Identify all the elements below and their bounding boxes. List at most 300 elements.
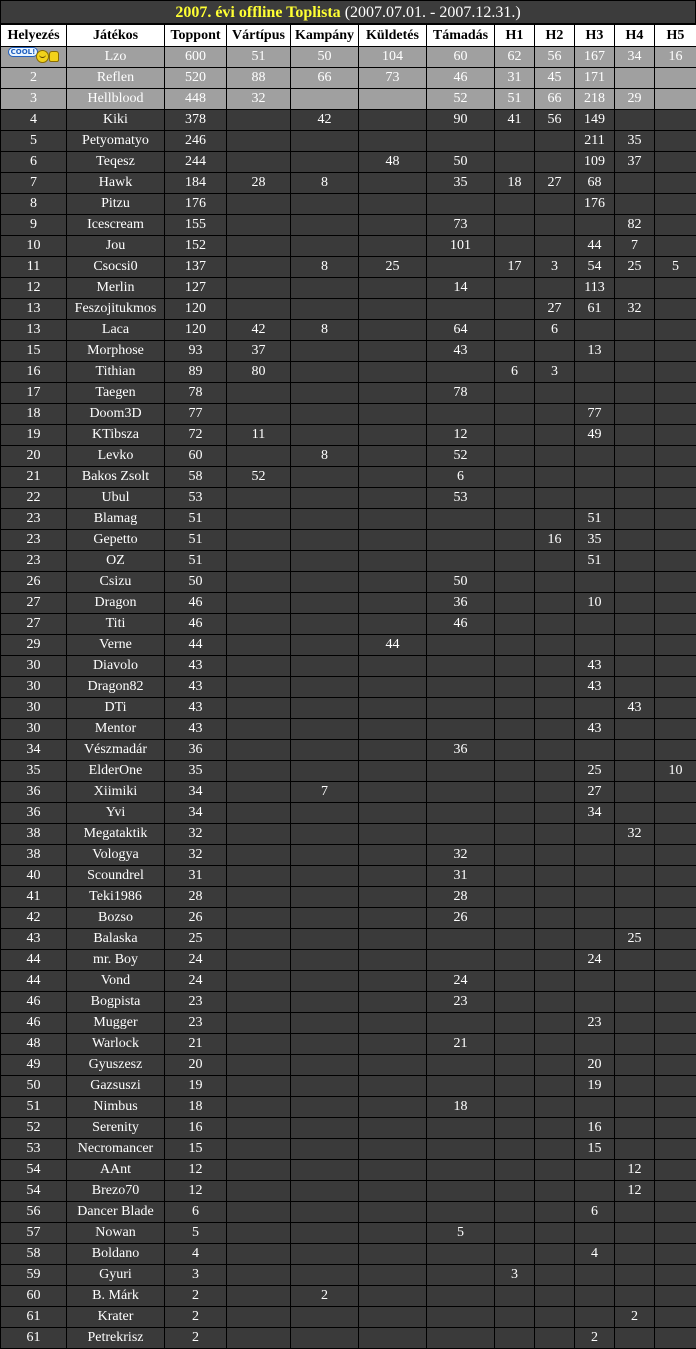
cell-h4: [615, 425, 655, 446]
col-header-campaign: Kampány: [291, 25, 359, 47]
cell-h4: [615, 1286, 655, 1307]
table-row: [1, 656, 696, 677]
cell-toppoints: 21: [165, 1034, 227, 1055]
cell-campaign: 8: [291, 257, 359, 278]
cell-h2: [535, 866, 575, 887]
cell-player: Krater: [67, 1307, 165, 1328]
cell-toppoints: 120: [165, 320, 227, 341]
cell-campaign: [291, 614, 359, 635]
cell-campaign: [291, 551, 359, 572]
cell-castle-type: 32: [227, 89, 291, 110]
cell-h4: [615, 908, 655, 929]
cell-toppoints: 2: [165, 1307, 227, 1328]
cell-toppoints: 120: [165, 299, 227, 320]
cell-attack: 60: [427, 47, 495, 68]
cell-player: mr. Boy: [67, 950, 165, 971]
cell-player: Verne: [67, 635, 165, 656]
cell-h2: [535, 383, 575, 404]
cell-castle-type: [227, 971, 291, 992]
cell-h3: [575, 971, 615, 992]
cell-mission: [359, 215, 427, 236]
cell-h5: [655, 1160, 696, 1181]
cell-h5: [655, 929, 696, 950]
cell-h3: [575, 1265, 615, 1286]
cell-toppoints: 34: [165, 782, 227, 803]
cell-h1: [495, 1013, 535, 1034]
cell-rank: 44: [1, 950, 67, 971]
cell-h4: [615, 572, 655, 593]
cell-h5: [655, 215, 696, 236]
cell-mission: 44: [359, 635, 427, 656]
cell-rank: 54: [1, 1160, 67, 1181]
table-row: [1, 572, 696, 593]
cell-h2: [535, 1202, 575, 1223]
cell-rank: 19: [1, 425, 67, 446]
cell-h3: 19: [575, 1076, 615, 1097]
cell-castle-type: [227, 761, 291, 782]
cell-toppoints: 25: [165, 929, 227, 950]
cell-player: Gyuszesz: [67, 1055, 165, 1076]
cell-attack: [427, 761, 495, 782]
cell-h3: 109: [575, 152, 615, 173]
cell-h3: 24: [575, 950, 615, 971]
cell-h3: 43: [575, 677, 615, 698]
cell-campaign: [291, 866, 359, 887]
cell-player: Gyuri: [67, 1265, 165, 1286]
cell-h3: [575, 1034, 615, 1055]
cell-mission: [359, 320, 427, 341]
cell-h2: [535, 509, 575, 530]
cell-h2: [535, 1160, 575, 1181]
cell-player: Nowan: [67, 1223, 165, 1244]
cell-player: Megataktik: [67, 824, 165, 845]
cell-campaign: [291, 1160, 359, 1181]
cell-h1: [495, 1286, 535, 1307]
cell-mission: [359, 1265, 427, 1286]
table-row: [1, 404, 696, 425]
cell-h3: [575, 1307, 615, 1328]
cell-rank: 42: [1, 908, 67, 929]
cell-h1: [495, 551, 535, 572]
cell-campaign: [291, 1307, 359, 1328]
cell-h5: [655, 89, 696, 110]
cell-h1: [495, 1307, 535, 1328]
cell-h5: [655, 887, 696, 908]
cell-h2: [535, 677, 575, 698]
cell-h3: 34: [575, 803, 615, 824]
cell-attack: 24: [427, 971, 495, 992]
cell-attack: 23: [427, 992, 495, 1013]
cell-campaign: [291, 698, 359, 719]
cell-rank: 12: [1, 278, 67, 299]
table-row: [1, 362, 696, 383]
cell-rank: 18: [1, 404, 67, 425]
cell-rank: 22: [1, 488, 67, 509]
cell-attack: 32: [427, 845, 495, 866]
col-header-castle-type: Vártípus: [227, 25, 291, 47]
cell-h3: 23: [575, 1013, 615, 1034]
cell-mission: [359, 887, 427, 908]
cell-campaign: [291, 719, 359, 740]
cell-h4: [615, 173, 655, 194]
cell-mission: [359, 593, 427, 614]
cell-campaign: [291, 992, 359, 1013]
cell-player: Necromancer: [67, 1139, 165, 1160]
cell-campaign: [291, 131, 359, 152]
cell-h4: [615, 761, 655, 782]
cell-h1: [495, 1181, 535, 1202]
cell-h5: [655, 635, 696, 656]
cell-mission: [359, 950, 427, 971]
cell-h3: [575, 1286, 615, 1307]
cell-h2: [535, 488, 575, 509]
cell-h3: [575, 572, 615, 593]
col-header-attack: Támadás: [427, 25, 495, 47]
cell-mission: [359, 551, 427, 572]
table-row: [1, 719, 696, 740]
cell-h5: [655, 1118, 696, 1139]
cell-campaign: [291, 299, 359, 320]
cell-h1: [495, 215, 535, 236]
cell-h3: [575, 320, 615, 341]
cell-mission: 25: [359, 257, 427, 278]
table-row: [1, 782, 696, 803]
cell-h2: [535, 698, 575, 719]
cell-h4: [615, 530, 655, 551]
cell-campaign: [291, 362, 359, 383]
cell-attack: 64: [427, 320, 495, 341]
cell-h1: [495, 1202, 535, 1223]
cell-attack: [427, 509, 495, 530]
cell-h5: [655, 908, 696, 929]
cell-h4: [615, 992, 655, 1013]
cell-rank: 38: [1, 845, 67, 866]
table-row: [1, 1307, 696, 1328]
cell-castle-type: [227, 530, 291, 551]
cell-h2: [535, 908, 575, 929]
table-row: [1, 320, 696, 341]
cell-mission: [359, 1244, 427, 1265]
cell-rank: 61: [1, 1328, 67, 1349]
cell-rank: 20: [1, 446, 67, 467]
cell-h1: [495, 236, 535, 257]
cell-rank: 50: [1, 1076, 67, 1097]
cell-toppoints: 5: [165, 1223, 227, 1244]
cell-h1: [495, 341, 535, 362]
cell-castle-type: [227, 950, 291, 971]
cell-h3: 25: [575, 761, 615, 782]
cell-h1: [495, 1055, 535, 1076]
cell-h1: [495, 593, 535, 614]
cell-castle-type: 37: [227, 341, 291, 362]
cell-h1: [495, 1160, 535, 1181]
cell-mission: [359, 1223, 427, 1244]
cell-h4: 12: [615, 1181, 655, 1202]
cell-toppoints: 43: [165, 656, 227, 677]
cell-attack: [427, 404, 495, 425]
cell-attack: 31: [427, 866, 495, 887]
cell-player: Gepetto: [67, 530, 165, 551]
cell-h5: 10: [655, 761, 696, 782]
cell-h1: [495, 530, 535, 551]
col-header-toppoints: Toppont: [165, 25, 227, 47]
cell-mission: [359, 362, 427, 383]
cell-toppoints: 35: [165, 761, 227, 782]
cell-rank: 36: [1, 782, 67, 803]
cell-mission: [359, 1013, 427, 1034]
cell-rank: 16: [1, 362, 67, 383]
cell-h1: [495, 299, 535, 320]
cell-h5: [655, 467, 696, 488]
cell-attack: 101: [427, 236, 495, 257]
col-header-mission: Küldetés: [359, 25, 427, 47]
cell-h2: [535, 971, 575, 992]
cell-h5: [655, 152, 696, 173]
cell-h5: [655, 299, 696, 320]
cell-campaign: [291, 1223, 359, 1244]
cell-castle-type: [227, 1034, 291, 1055]
cell-h5: [655, 824, 696, 845]
cell-rank: 57: [1, 1223, 67, 1244]
cell-campaign: [291, 530, 359, 551]
cell-h2: [535, 593, 575, 614]
cell-h3: 176: [575, 194, 615, 215]
header-row: [1, 25, 696, 47]
cell-attack: 18: [427, 1097, 495, 1118]
table-row: [1, 887, 696, 908]
cell-h4: [615, 656, 655, 677]
cell-h1: [495, 383, 535, 404]
cell-attack: 43: [427, 341, 495, 362]
cell-campaign: [291, 383, 359, 404]
cell-attack: [427, 530, 495, 551]
cell-h2: [535, 131, 575, 152]
cell-attack: 28: [427, 887, 495, 908]
cell-attack: 36: [427, 740, 495, 761]
cell-castle-type: [227, 1097, 291, 1118]
cell-h3: 77: [575, 404, 615, 425]
table-row: [1, 236, 696, 257]
cell-h5: [655, 803, 696, 824]
cell-castle-type: [227, 803, 291, 824]
cell-h3: [575, 908, 615, 929]
cell-castle-type: [227, 908, 291, 929]
cell-h3: 15: [575, 1139, 615, 1160]
cell-h1: [495, 677, 535, 698]
cell-castle-type: [227, 635, 291, 656]
table-row: [1, 446, 696, 467]
table-row: [1, 1244, 696, 1265]
cell-attack: [427, 1265, 495, 1286]
cell-player: Gazsuszi: [67, 1076, 165, 1097]
cell-h1: [495, 824, 535, 845]
cell-h1: [495, 488, 535, 509]
cell-h2: 3: [535, 362, 575, 383]
cell-mission: [359, 971, 427, 992]
table-row: [1, 425, 696, 446]
cell-mission: 48: [359, 152, 427, 173]
cell-h5: [655, 971, 696, 992]
cell-castle-type: [227, 236, 291, 257]
cell-h4: [615, 1244, 655, 1265]
cell-h1: [495, 1034, 535, 1055]
cell-h2: 56: [535, 110, 575, 131]
cell-toppoints: 18: [165, 1097, 227, 1118]
cell-h1: [495, 698, 535, 719]
cell-campaign: [291, 278, 359, 299]
cell-attack: [427, 719, 495, 740]
cell-rank: 13: [1, 320, 67, 341]
cell-castle-type: [227, 509, 291, 530]
cell-campaign: [291, 1139, 359, 1160]
table-row: [1, 89, 696, 110]
table-row: [1, 824, 696, 845]
cell-player: Serenity: [67, 1118, 165, 1139]
cell-mission: [359, 1034, 427, 1055]
cell-mission: [359, 929, 427, 950]
table-row: [1, 740, 696, 761]
cell-h1: [495, 1097, 535, 1118]
cell-rank: 40: [1, 866, 67, 887]
cell-player: Dancer Blade: [67, 1202, 165, 1223]
cell-castle-type: [227, 194, 291, 215]
cell-attack: [427, 1202, 495, 1223]
cell-toppoints: 4: [165, 1244, 227, 1265]
cell-h4: [615, 950, 655, 971]
table-row: [1, 1286, 696, 1307]
cell-rank: [1, 47, 67, 68]
cell-toppoints: 60: [165, 446, 227, 467]
cell-rank: 29: [1, 635, 67, 656]
cell-h3: 43: [575, 719, 615, 740]
cell-attack: [427, 1013, 495, 1034]
cell-toppoints: 20: [165, 1055, 227, 1076]
cell-toppoints: 19: [165, 1076, 227, 1097]
cell-h3: 171: [575, 68, 615, 89]
cell-rank: 48: [1, 1034, 67, 1055]
cell-h1: [495, 635, 535, 656]
cell-toppoints: 43: [165, 677, 227, 698]
toplist-title-main: 2007. évi offline Toplista: [175, 4, 341, 21]
cell-h3: 149: [575, 110, 615, 131]
cell-h2: [535, 782, 575, 803]
cell-player: Kiki: [67, 110, 165, 131]
cell-mission: [359, 1202, 427, 1223]
cell-castle-type: [227, 1013, 291, 1034]
col-header-h2: H2: [535, 25, 575, 47]
cell-h4: 7: [615, 236, 655, 257]
cell-h4: 35: [615, 131, 655, 152]
cell-h1: [495, 1118, 535, 1139]
cell-h5: [655, 1139, 696, 1160]
cell-h2: [535, 1286, 575, 1307]
cell-castle-type: [227, 593, 291, 614]
cell-mission: [359, 1160, 427, 1181]
cell-h5: [655, 488, 696, 509]
table-row: [1, 1013, 696, 1034]
cell-rank: 59: [1, 1265, 67, 1286]
table-row: [1, 845, 696, 866]
cell-castle-type: [227, 824, 291, 845]
table-row: [1, 593, 696, 614]
cell-toppoints: 2: [165, 1328, 227, 1349]
cell-player: Feszojitukmos: [67, 299, 165, 320]
cell-h1: [495, 887, 535, 908]
cell-h2: [535, 278, 575, 299]
cell-h3: 51: [575, 509, 615, 530]
cell-castle-type: [227, 257, 291, 278]
table-row: [1, 47, 696, 68]
cell-h2: [535, 1076, 575, 1097]
cell-toppoints: 28: [165, 887, 227, 908]
cell-rank: 61: [1, 1307, 67, 1328]
cell-h1: 41: [495, 110, 535, 131]
cell-castle-type: 52: [227, 467, 291, 488]
cell-campaign: [291, 845, 359, 866]
cell-attack: 50: [427, 152, 495, 173]
cell-mission: [359, 1307, 427, 1328]
cell-player: Vond: [67, 971, 165, 992]
cell-h3: [575, 698, 615, 719]
cell-attack: [427, 362, 495, 383]
col-header-rank: Helyezés: [1, 25, 67, 47]
cell-h4: [615, 593, 655, 614]
cell-h3: 16: [575, 1118, 615, 1139]
cell-h5: [655, 551, 696, 572]
cell-h4: 25: [615, 929, 655, 950]
table-row: [1, 215, 696, 236]
cell-rank: 2: [1, 68, 67, 89]
table-row: [1, 866, 696, 887]
cell-h1: [495, 1244, 535, 1265]
cell-castle-type: [227, 866, 291, 887]
cell-h3: [575, 992, 615, 1013]
cell-mission: [359, 698, 427, 719]
cell-h4: [615, 1097, 655, 1118]
cell-attack: 46: [427, 68, 495, 89]
toplist-title: [0, 0, 696, 24]
cell-h2: [535, 1181, 575, 1202]
cell-player: Vologya: [67, 845, 165, 866]
table-row: [1, 1202, 696, 1223]
cell-toppoints: 155: [165, 215, 227, 236]
cell-rank: 23: [1, 509, 67, 530]
cell-rank: 9: [1, 215, 67, 236]
cell-h4: [615, 509, 655, 530]
cell-player: Titi: [67, 614, 165, 635]
cell-campaign: [291, 1076, 359, 1097]
cell-rank: 46: [1, 992, 67, 1013]
cell-h4: [615, 278, 655, 299]
cell-castle-type: 88: [227, 68, 291, 89]
cell-campaign: [291, 236, 359, 257]
col-header-player: Játékos: [67, 25, 165, 47]
cell-h2: [535, 824, 575, 845]
cell-campaign: [291, 215, 359, 236]
cell-h5: [655, 404, 696, 425]
cell-rank: 38: [1, 824, 67, 845]
cell-rank: 49: [1, 1055, 67, 1076]
cell-h5: [655, 845, 696, 866]
table-row: [1, 1118, 696, 1139]
cell-h5: [655, 341, 696, 362]
cell-mission: [359, 425, 427, 446]
cell-attack: 46: [427, 614, 495, 635]
cell-h1: [495, 971, 535, 992]
cell-h2: [535, 572, 575, 593]
cell-attack: [427, 551, 495, 572]
cell-h3: [575, 845, 615, 866]
